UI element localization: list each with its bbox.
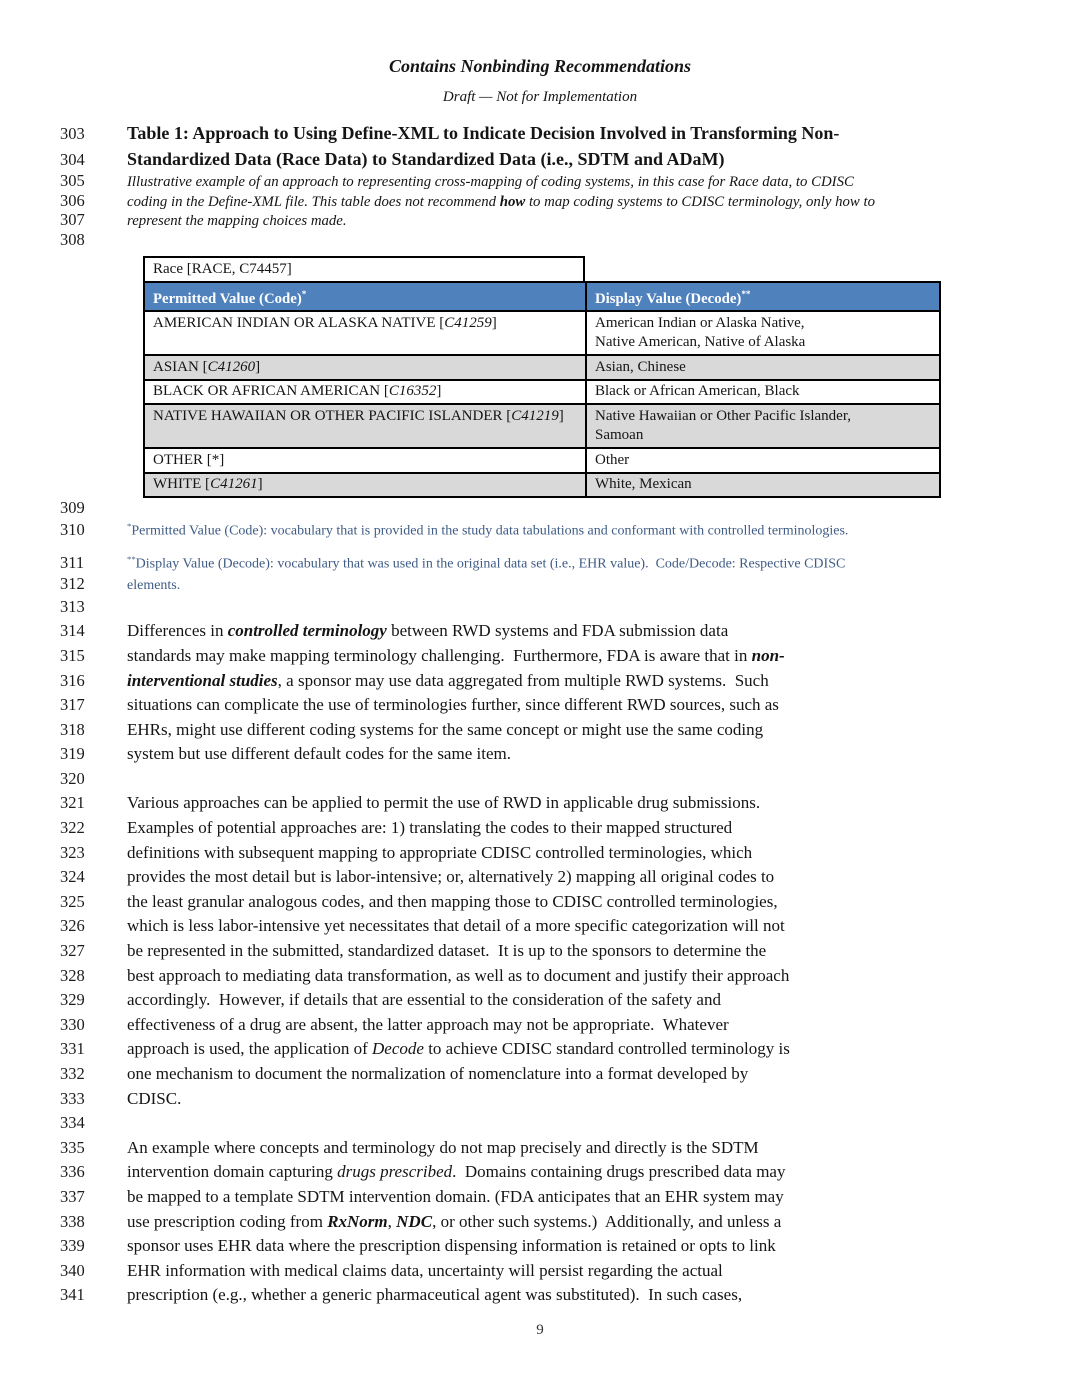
line-number: 324 xyxy=(60,867,85,887)
lines-block-bottom xyxy=(0,498,1080,1308)
doc-line-320 xyxy=(0,767,1080,792)
text-segment: provides the most detail but is labor-intensive; or, alternatively 2) mapping all original codes to xyxy=(127,867,775,887)
line-text xyxy=(127,718,763,743)
text-segment: sponsor uses EHR data where the prescription dispensing information is retained or opts to link xyxy=(127,1236,776,1256)
doc-line-305 xyxy=(0,172,1080,192)
line-number: 322 xyxy=(60,818,85,838)
text-segment: OTHER [*] xyxy=(153,451,225,468)
line-text xyxy=(127,914,785,939)
table-body xyxy=(143,281,941,498)
text-segment: . Domains containing drugs prescribed data may xyxy=(452,1162,786,1182)
text-segment: Examples of potential approaches are: 1) translating the codes to their mapped structured xyxy=(127,818,733,838)
text-segment: represent the mapping choices made. xyxy=(127,213,347,229)
doc-line-314 xyxy=(0,619,1080,644)
doc-line-333 xyxy=(0,1087,1080,1112)
line-text xyxy=(127,791,760,816)
line-number: 329 xyxy=(60,990,85,1010)
doc-line-340 xyxy=(0,1259,1080,1284)
line-number: 331 xyxy=(60,1039,85,1059)
cell-permitted-value xyxy=(145,474,587,497)
doc-line-328 xyxy=(0,964,1080,989)
cell-permitted-value xyxy=(145,449,587,472)
column-header-display-value xyxy=(587,283,939,310)
line-number: 341 xyxy=(60,1285,85,1305)
line-text xyxy=(127,1210,781,1235)
line-text xyxy=(127,1136,759,1161)
doc-line-318 xyxy=(0,718,1080,743)
line-number: 340 xyxy=(60,1260,85,1280)
text-segment: ] xyxy=(257,476,263,493)
line-number: 336 xyxy=(60,1162,85,1182)
line-text xyxy=(127,644,785,669)
doc-line-334 xyxy=(0,1111,1080,1136)
doc-line-323 xyxy=(0,841,1080,866)
race-mapping-table xyxy=(143,256,941,498)
line-number: 304 xyxy=(60,149,85,169)
text-segment: An example where concepts and terminology do not map precisely and directly is the SDTM xyxy=(127,1137,759,1157)
decode-line: Other xyxy=(595,451,630,468)
superscript-marker: ** xyxy=(127,554,136,565)
text-segment: Illustrative example of an approach to representing cross-mapping of coding systems, in this case for Race data, to CDISC xyxy=(127,174,854,190)
doc-line-339 xyxy=(0,1234,1080,1259)
line-text xyxy=(127,1087,181,1112)
decode-line: Native Hawaiian or Other Pacific Islander, xyxy=(595,407,851,424)
line-text xyxy=(127,1062,748,1087)
cell-display-value xyxy=(587,356,939,379)
text-segment: the least granular analogous codes, and then mapping those to CDISC controlled terminologies, xyxy=(127,891,778,911)
column-superscript: ** xyxy=(741,288,751,299)
text-segment: between RWD systems and FDA submission data xyxy=(386,621,729,641)
text-segment: coding in the Define-XML file. This table does not recommend xyxy=(127,193,500,210)
line-number: 307 xyxy=(60,210,85,229)
line-text xyxy=(127,1259,723,1284)
doc-line-331 xyxy=(0,1037,1080,1062)
doc-line-327 xyxy=(0,939,1080,964)
line-number: 333 xyxy=(60,1088,85,1108)
text-segment: be represented in the submitted, standardized dataset. It is up to the sponsors to determine the xyxy=(127,941,767,961)
doc-line-312 xyxy=(0,574,1080,595)
table-row xyxy=(145,310,939,354)
line-text xyxy=(127,1283,742,1308)
text-segment: ] xyxy=(491,314,497,331)
text-segment: situations can complicate the use of terminologies further, since different RWD sources, such as xyxy=(127,695,779,715)
line-number: 328 xyxy=(60,965,85,985)
doc-line-306 xyxy=(0,192,1080,212)
text-segment: Display Value (Decode): vocabulary that was used in the original data set (i.e., EHR value). Code/Decode: Respective CDISC xyxy=(135,556,846,572)
text-segment: controlled terminology xyxy=(227,621,387,641)
lines-block-top xyxy=(0,121,1080,249)
text-segment: C41259 xyxy=(444,314,492,331)
line-text xyxy=(127,121,839,147)
table-row xyxy=(145,447,939,472)
doc-line-329 xyxy=(0,988,1080,1013)
doc-line-326 xyxy=(0,914,1080,939)
text-segment: use prescription coding from xyxy=(127,1211,328,1231)
line-number: 319 xyxy=(60,744,85,764)
text-segment: C41219 xyxy=(511,407,559,424)
text-segment: Permitted Value (Code): vocabulary that is provided in the study data tabulations and conformant with controlled terminologies. xyxy=(131,524,849,540)
text-segment: interventional studies xyxy=(127,670,278,690)
text-segment: ] xyxy=(255,358,261,375)
line-number: 311 xyxy=(60,552,85,572)
decode-line: Samoan xyxy=(595,427,644,444)
line-number: 337 xyxy=(60,1186,85,1206)
line-number: 327 xyxy=(60,941,85,961)
text-segment: Differences in xyxy=(127,621,228,641)
doc-line-308 xyxy=(0,231,1080,250)
decode-line: Black or African American, Black xyxy=(595,383,800,400)
decode-line: Native American, Native of Alaska xyxy=(595,334,806,351)
column-label: Permitted Value (Code) xyxy=(153,290,302,307)
text-segment: standards may make mapping terminology challenging. Furthermore, FDA is aware that in xyxy=(127,645,752,665)
text-segment: Table 1: Approach to Using Define-XML to Indicate Decision Involved in Transforming Non- xyxy=(127,123,840,143)
text-segment: accordingly. However, if details that are essential to the consideration of the safety and xyxy=(127,990,721,1010)
line-text xyxy=(127,964,789,989)
text-segment: system but use different default codes for the same item. xyxy=(127,744,511,764)
line-number: 334 xyxy=(60,1113,85,1133)
cell-permitted-value xyxy=(145,356,587,379)
line-text xyxy=(127,212,347,231)
line-number: 323 xyxy=(60,842,85,862)
text-segment: BLACK OR AFRICAN AMERICAN [ xyxy=(153,383,389,400)
text-segment: AMERICAN INDIAN OR ALASKA NATIVE [ xyxy=(153,314,445,331)
line-number: 339 xyxy=(60,1236,85,1256)
line-text xyxy=(127,890,778,915)
line-text xyxy=(127,619,728,644)
cell-permitted-value xyxy=(145,312,587,354)
cell-display-value xyxy=(587,312,939,354)
table-row xyxy=(145,379,939,404)
text-segment: RxNorm xyxy=(327,1211,388,1231)
doc-line-309 xyxy=(0,498,1080,517)
line-number: 317 xyxy=(60,695,85,715)
doc-line-325 xyxy=(0,890,1080,915)
line-number: 312 xyxy=(60,573,85,593)
doc-line-304 xyxy=(0,147,1080,173)
line-text xyxy=(127,173,854,192)
text-segment: CDISC. xyxy=(127,1088,182,1108)
line-number: 306 xyxy=(60,190,85,210)
line-number: 305 xyxy=(60,171,85,190)
line-text xyxy=(127,517,848,541)
doc-line-313 xyxy=(0,595,1080,620)
line-number: 332 xyxy=(60,1064,85,1084)
text-segment: prescription (e.g., whether a generic pharmaceutical agent was substituted). In such cases, xyxy=(127,1285,743,1305)
table-row xyxy=(145,472,939,497)
doc-line-303 xyxy=(0,121,1080,147)
line-number: 321 xyxy=(60,793,85,813)
line-text xyxy=(127,550,845,574)
line-text xyxy=(127,693,779,718)
superscript-marker: * xyxy=(127,521,132,532)
text-segment: elements. xyxy=(127,577,181,593)
text-segment: NATIVE HAWAIIAN OR OTHER PACIFIC ISLANDER [ xyxy=(153,407,512,424)
table-row xyxy=(145,354,939,379)
cell-display-value xyxy=(587,449,939,472)
text-segment: drugs prescribed xyxy=(337,1162,453,1182)
doc-line-330 xyxy=(0,1013,1080,1038)
line-number: 320 xyxy=(60,768,85,788)
line-number: 314 xyxy=(60,621,85,641)
line-number: 335 xyxy=(60,1137,85,1157)
text-segment: intervention domain capturing xyxy=(127,1162,338,1182)
doc-line-316 xyxy=(0,669,1080,694)
doc-line-338 xyxy=(0,1210,1080,1235)
line-text xyxy=(127,939,766,964)
text-segment: , or other such systems.) Additionally, and unless a xyxy=(432,1211,782,1231)
line-text xyxy=(127,1037,790,1062)
text-segment: effectiveness of a drug are absent, the latter approach may not be appropriate. Whatever xyxy=(127,1014,729,1034)
line-number: 316 xyxy=(60,670,85,690)
text-segment: ASIAN [ xyxy=(153,358,208,375)
line-number: 315 xyxy=(60,645,85,665)
decode-line: White, Mexican xyxy=(595,476,692,493)
header-draft-notice: Draft — Not for Implementation xyxy=(442,89,638,105)
text-segment: , xyxy=(387,1211,397,1231)
line-text xyxy=(127,576,180,595)
table-caption-cell: Race [RACE, C74457] xyxy=(143,256,585,281)
line-number: 303 xyxy=(60,124,85,143)
line-text xyxy=(127,988,721,1013)
cell-permitted-value xyxy=(145,381,587,404)
line-text xyxy=(127,1013,729,1038)
doc-line-337 xyxy=(0,1185,1080,1210)
line-number: 326 xyxy=(60,916,85,936)
text-segment: ] xyxy=(436,383,442,400)
text-segment: definitions with subsequent mapping to appropriate CDISC controlled terminologies, which xyxy=(127,842,753,862)
text-segment: approach is used, the application of xyxy=(127,1039,373,1059)
doc-line-341 xyxy=(0,1283,1080,1308)
text-segment: best approach to mediating data transformation, as well as to document and justify their approach xyxy=(127,965,790,985)
doc-line-336 xyxy=(0,1160,1080,1185)
text-segment: Various approaches can be applied to permit the use of RWD in applicable drug submissions. xyxy=(127,793,761,813)
text-segment: NDC xyxy=(396,1211,433,1231)
line-number: 309 xyxy=(60,498,85,518)
doc-line-322 xyxy=(0,816,1080,841)
text-segment: EHRs, might use different coding systems for the same concept or might use the same coding xyxy=(127,719,764,739)
doc-line-315 xyxy=(0,644,1080,669)
column-header-permitted-value xyxy=(145,283,587,310)
line-number: 338 xyxy=(60,1211,85,1231)
line-text xyxy=(127,841,752,866)
cell-display-value xyxy=(587,474,939,497)
doc-line-335 xyxy=(0,1136,1080,1161)
text-segment: one mechanism to document the normalization of nomenclature into a format developed by xyxy=(127,1064,749,1084)
text-segment: C41261 xyxy=(210,476,258,493)
text-segment: be mapped to a template SDTM intervention domain. (FDA anticipates that an EHR system may xyxy=(127,1186,784,1206)
table-header-row xyxy=(145,283,939,310)
cell-permitted-value xyxy=(145,405,587,447)
table-row xyxy=(145,403,939,447)
text-segment: to map coding systems to CDISC terminology, only how to xyxy=(525,193,876,210)
text-segment: EHR information with medical claims data, uncertainty will persist regarding the actual xyxy=(127,1260,723,1280)
text-segment: which is less labor-intensive yet necessitates that detail of a more specific categorization will not xyxy=(127,916,785,936)
text-segment: WHITE [ xyxy=(153,476,211,493)
doc-line-310 xyxy=(0,517,1080,541)
column-label: Display Value (Decode) xyxy=(595,290,742,307)
doc-line-332 xyxy=(0,1062,1080,1087)
text-segment: Standardized Data (Race Data) to Standardized Data (i.e., SDTM and ADaM) xyxy=(127,148,725,169)
decode-line: Asian, Chinese xyxy=(595,358,686,375)
text-segment: C16352 xyxy=(388,383,437,400)
text-segment: C41260 xyxy=(207,358,256,375)
line-text xyxy=(127,669,769,694)
decode-line: American Indian or Alaska Native, xyxy=(595,314,805,331)
text-segment: Decode xyxy=(372,1039,424,1059)
line-text xyxy=(127,865,774,890)
page-number: 9 xyxy=(536,1322,544,1338)
doc-line-321 xyxy=(0,791,1080,816)
line-text xyxy=(127,193,875,212)
line-number: 325 xyxy=(60,891,85,911)
line-text xyxy=(127,1160,785,1185)
text-segment: to achieve CDISC standard controlled terminology is xyxy=(423,1039,790,1059)
text-segment: , a sponsor may use data aggregated from multiple RWD systems. Such xyxy=(277,670,769,690)
line-text xyxy=(127,816,732,841)
line-text xyxy=(127,742,511,767)
line-number: 310 xyxy=(60,520,85,540)
line-text xyxy=(127,1234,776,1259)
line-text xyxy=(127,147,724,173)
doc-line-307 xyxy=(0,211,1080,231)
line-number: 330 xyxy=(60,1014,85,1034)
line-number: 318 xyxy=(60,719,85,739)
header-nonbinding-recommendations: Contains Nonbinding Recommendations xyxy=(388,56,692,76)
line-text xyxy=(127,1185,784,1210)
doc-line-311 xyxy=(0,550,1080,574)
line-number: 308 xyxy=(60,229,85,249)
line-number: 313 xyxy=(60,596,85,616)
text-segment: how xyxy=(499,193,526,210)
doc-line-324 xyxy=(0,865,1080,890)
column-superscript: * xyxy=(301,288,307,299)
cell-display-value xyxy=(587,405,939,447)
doc-line-319 xyxy=(0,742,1080,767)
text-segment: non- xyxy=(751,645,785,665)
cell-display-value xyxy=(587,381,939,404)
text-segment: ] xyxy=(558,407,564,424)
doc-line-317 xyxy=(0,693,1080,718)
